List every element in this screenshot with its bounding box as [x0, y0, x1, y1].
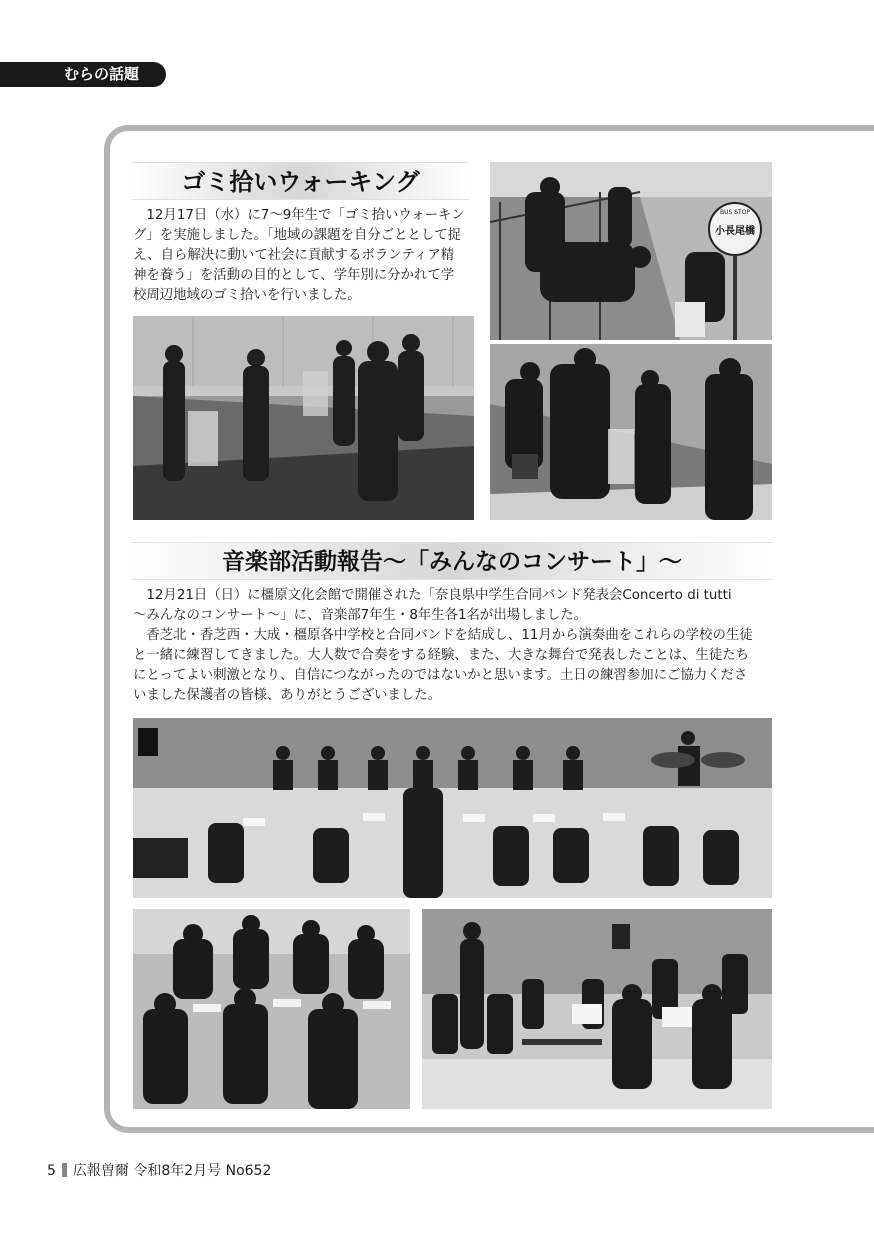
photo-band-stage [133, 718, 772, 898]
page-footer [47, 1160, 271, 1180]
article2-line: と一緒に練習してきました。大人数で合奏をする経験、また、大きな舞台で発表したことは、生徒たち [133, 648, 749, 663]
photo-trash-slope [490, 344, 772, 520]
article2-title: 音楽部活動報告〜「みんなのコンサート」〜 [132, 542, 772, 580]
bus-stop-label: BUS STOP [719, 209, 751, 216]
article1-line: グ」を実施しました。「地域の課題を自分ごととして捉 [133, 228, 462, 243]
article2-line: 12月21日（日）に橿原文化会館で開催された「奈良県中学生合同バンド発表会Concerto di tutti [146, 588, 732, 603]
photo-trash-walk-group [133, 316, 474, 520]
article2-line: 〜みんなのコンサート〜」に、音楽部7年生・8年生各1名が出場しました。 [133, 608, 588, 623]
article1-line: 校周辺地域のゴミ拾いを行いました。 [133, 288, 361, 303]
section-tab: むらの話題 [0, 62, 166, 87]
article1-title: ゴミ拾いウォーキング [132, 162, 469, 200]
article2-body [133, 586, 773, 706]
publication-name: 広報曽爾 令和8年2月号 No652 [72, 1163, 272, 1179]
article1-line: え、自ら解決に動いて社会に貢献するボランティア精 [133, 248, 455, 263]
article1-body [133, 206, 469, 306]
photo-band-conductor [422, 909, 772, 1109]
article2-line: にとってよい刺激となり、自信につながったのではないかと思います。土日の練習参加にご協力くださ [133, 668, 748, 683]
article1-line: 神を養う」を活動の目的として、学年別に分かれて学 [133, 268, 455, 283]
bus-stop-name: 小長尾橋 [715, 226, 755, 237]
article2-line: いました保護者の皆様、ありがとうございました。 [133, 688, 441, 703]
article1-line: 12月17日（水）に7〜9年生で「ゴミ拾いウォーキン [146, 208, 465, 223]
page-number: 5 [47, 1163, 56, 1179]
photo-trash-roadside [490, 162, 772, 340]
article2-line: 香芝北・香芝西・大成・橿原各中学校と合同バンドを結成し、11月から演奏曲をこれらの学校の生徒 [146, 628, 753, 643]
photo-band-closeup [133, 909, 410, 1109]
footer-divider [62, 1163, 67, 1177]
